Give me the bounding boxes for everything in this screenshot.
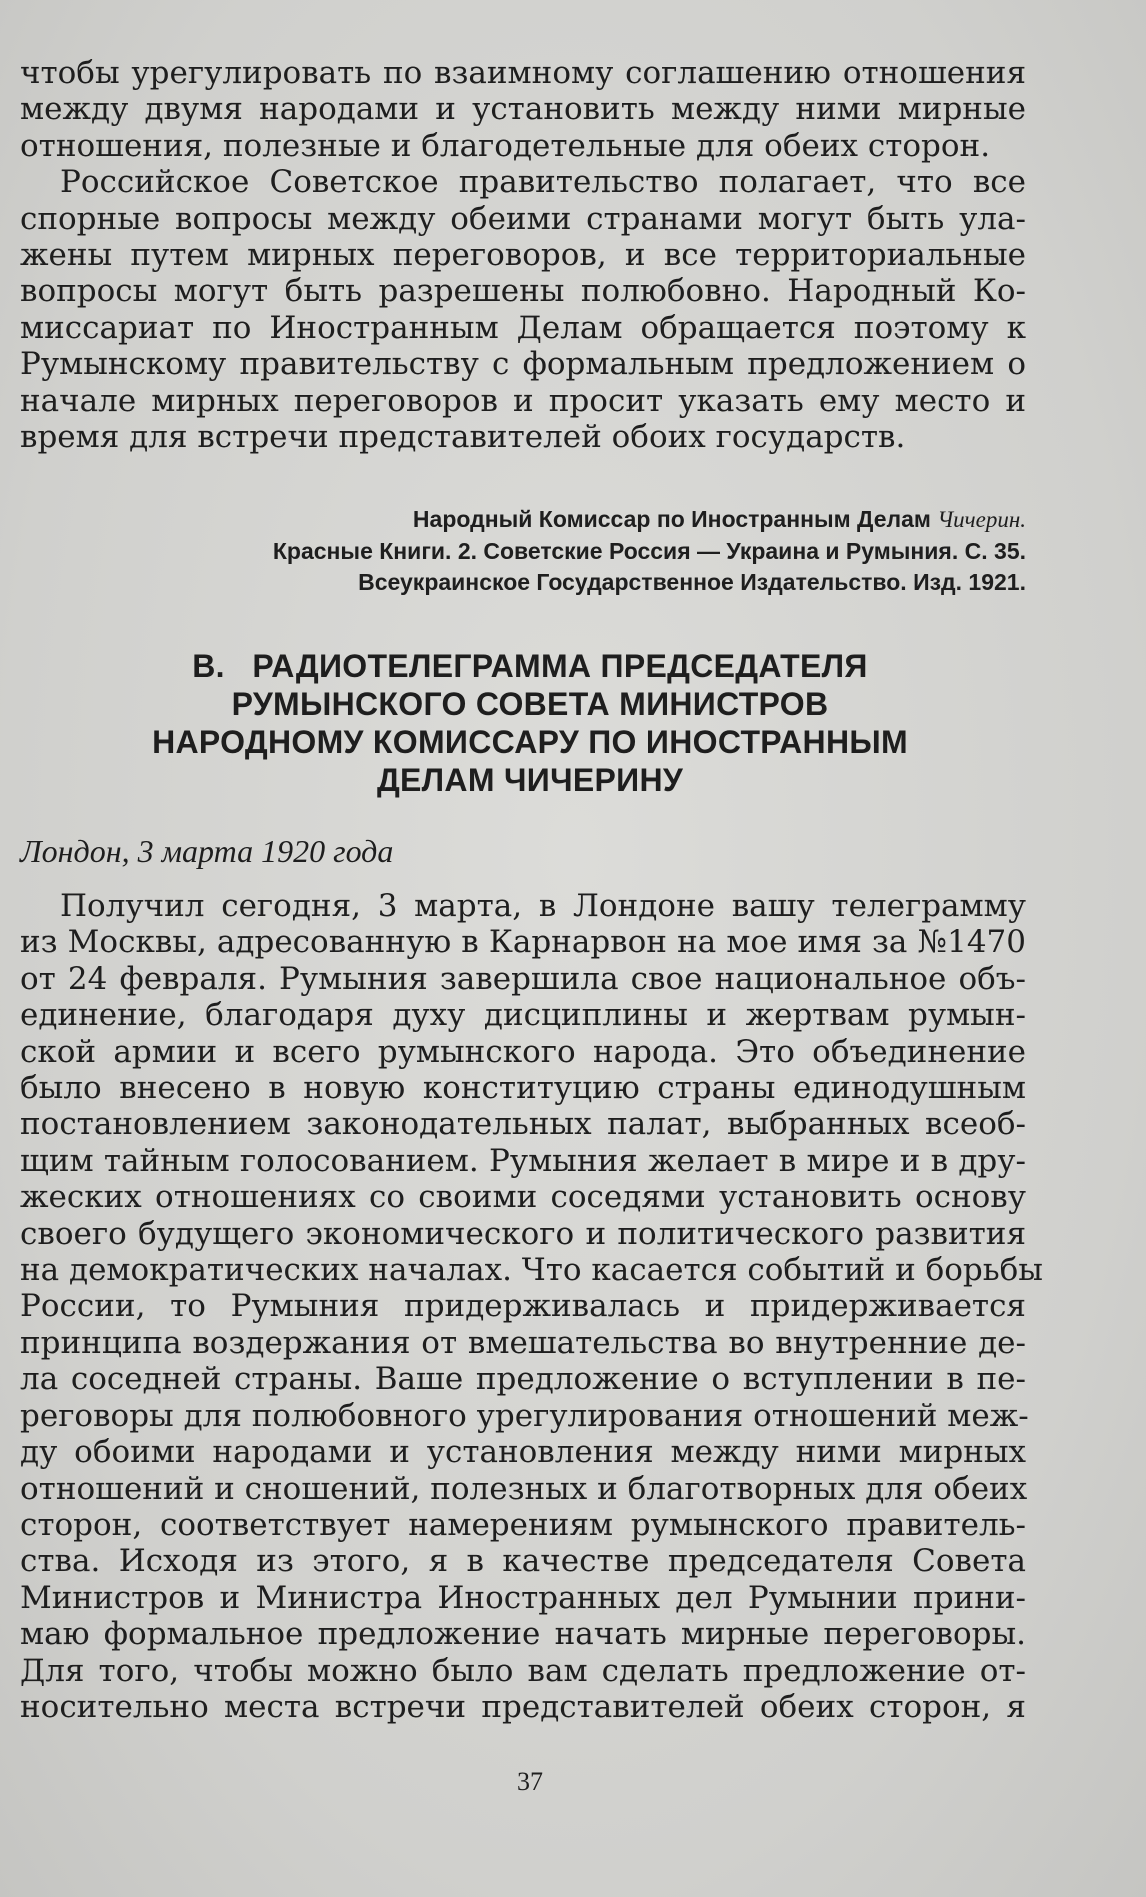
text-line: маю формальное предложение начать мирные переговоры. <box>20 1616 1026 1653</box>
text-line: Для того, чтобы можно было вам сделать предложение от- <box>20 1652 1026 1689</box>
text-line: России, то Румыния придерживалась и придерживается <box>20 1288 1026 1325</box>
text-line: принципа воздержания от вмешательства во внутренние де- <box>20 1324 1026 1361</box>
text-line: отношений и сношений, полезных и благотворных для обеих <box>20 1470 1028 1507</box>
signature-name: Чичерин. <box>937 507 1026 532</box>
text-line: постановлением законодательных палат, выбранных всеоб- <box>20 1106 1026 1143</box>
intro-text <box>20 55 1026 455</box>
text-line: жеских отношениях со своими соседями установить основу <box>20 1179 1026 1216</box>
citation-line: Всеукраинское Государственное Издательство. Изд. 1921. <box>358 569 1026 595</box>
text-line: сторон, соответствует намерениям румынского правитель- <box>20 1506 1026 1543</box>
text-line: носительно места встречи представителей обеих сторон, я <box>20 1688 1026 1725</box>
text-line: между двумя народами и установить между ними мирные <box>20 91 1026 128</box>
page-number: 37 <box>517 1767 543 1796</box>
heading-line: ДЕЛАМ ЧИЧЕРИНУ <box>376 762 684 798</box>
text-line: Министров и Министра Иностранных дел Румынии прини- <box>20 1579 1026 1616</box>
text-line: вопросы могут быть разрешены полюбовно. Народный Ко- <box>20 273 1026 310</box>
heading-line: РУМЫНСКОГО СОВЕТА МИНИСТРОВ <box>231 686 829 722</box>
text-line: Румынскому правительству с формальным предложением о <box>20 346 1026 383</box>
text-line: от 24 февраля. Румыния завершила свое национальное объ- <box>20 960 1026 997</box>
text-line: Российское Советское правительство полагает, что все <box>60 164 1026 201</box>
text-line: ской армии и всего румынского народа. Это объединение <box>20 1033 1026 1070</box>
signature-line <box>40 504 1026 536</box>
text-line: начале мирных переговоров и просит указать ему место и <box>20 382 1026 419</box>
heading-line: В. РАДИОТЕЛЕГРАММА ПРЕДСЕДАТЕЛЯ <box>192 648 868 684</box>
text-line: из Москвы, адресованную в Карнарвон на мое имя за №1470 <box>20 924 1026 961</box>
source-citation <box>40 504 1026 599</box>
text-line: единение, благодаря духу дисциплины и жертвам румын- <box>20 997 1026 1034</box>
text-line: на демократических началах. Что касается событий и борьбы <box>20 1252 1043 1289</box>
section-heading <box>30 647 1030 799</box>
text-line: щим тайным голосованием. Румыния желает в мире и в дру- <box>20 1142 1026 1179</box>
text-line: ду обоими народами и установления между ними мирных <box>20 1434 1026 1471</box>
text-line: своего будущего экономического и политического развития <box>20 1215 1026 1252</box>
text-line: время для встречи представителей обоих государств. <box>20 419 906 456</box>
text-line: спорные вопросы между обеими странами могут быть ула- <box>20 200 1026 237</box>
text-line: отношения, полезные и благодетельные для обеих сторон. <box>20 127 991 164</box>
signature-title: Народный Комиссар по Иностранным Делам <box>412 506 931 532</box>
telegram-text <box>20 888 1043 1725</box>
text-line: ства. Исходя из этого, я в качестве председателя Совета <box>20 1543 1026 1580</box>
text-line: было внесено в новую конституцию страны единодушным <box>20 1070 1026 1107</box>
text-line: миссариат по Иностранным Делам обращается поэтому к <box>20 309 1026 346</box>
heading-line: НАРОДНОМУ КОМИССАРУ ПО ИНОСТРАННЫМ <box>152 724 908 760</box>
text-line: жены путем мирных переговоров, и все территориальные <box>20 237 1026 274</box>
text-line: Получил сегодня, 3 марта, в Лондоне вашу телеграмму <box>60 888 1026 924</box>
place-date: Лондон, 3 марта 1920 года <box>20 833 394 869</box>
text-line: чтобы урегулировать по взаимному соглашению отношения <box>20 55 1026 91</box>
citation-line: Красные Книги. 2. Советские Россия — Украина и Румыния. С. 35. <box>272 537 1026 564</box>
text-line: реговоры для полюбовного урегулирования отношений меж- <box>20 1397 1029 1434</box>
text-line: ла соседней страны. Ваше предложение о вступлении в пе- <box>20 1361 1026 1398</box>
